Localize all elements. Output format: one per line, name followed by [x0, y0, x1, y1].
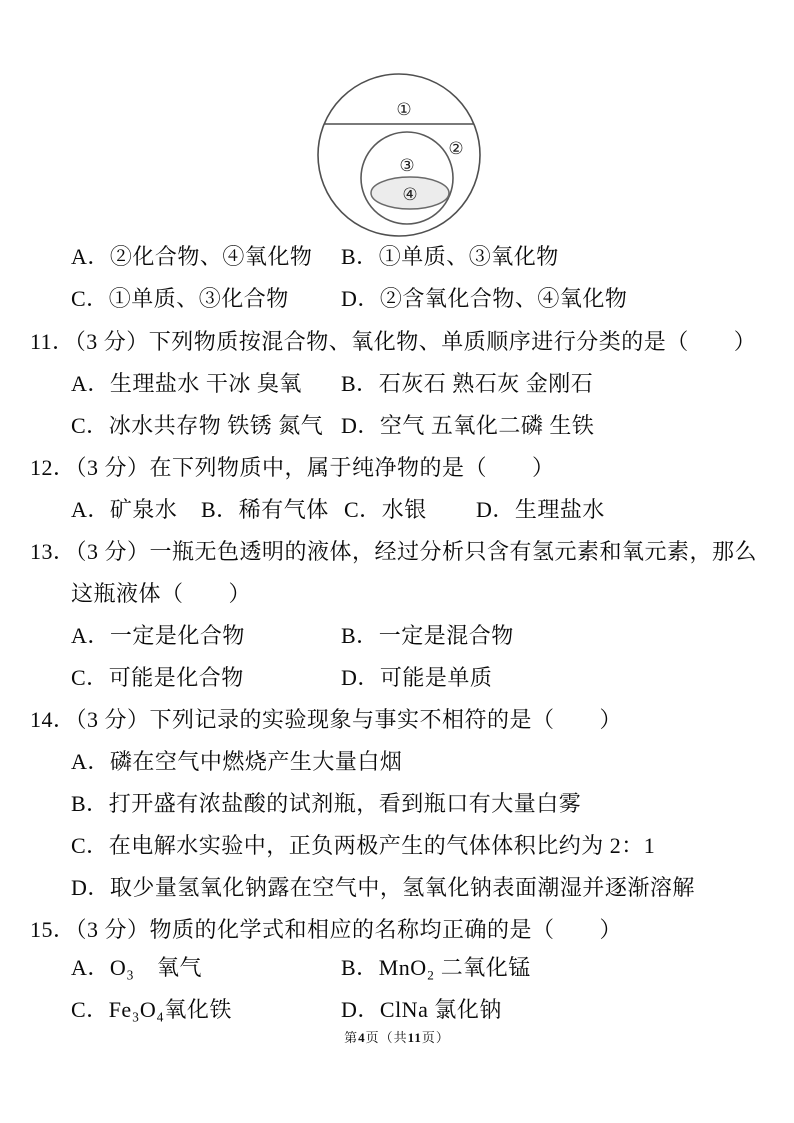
- option-text: 可能是单质: [379, 665, 493, 690]
- q15-option-a: [71, 954, 202, 982]
- option-letter: C．: [71, 665, 109, 690]
- q10-option-b: [341, 243, 559, 271]
- footer-suffix: 页）: [421, 1030, 450, 1045]
- question-text: 在下列物质中，属于纯净物的是（ ）: [149, 455, 555, 480]
- q11-option-b: [341, 370, 593, 398]
- option-letter: B．: [341, 955, 379, 980]
- option-letter: D．: [341, 286, 380, 311]
- q13-option-b: [341, 622, 514, 650]
- question-points: （3 分）: [75, 539, 150, 564]
- option-letter: A．: [71, 955, 110, 980]
- option-text: 矿泉水: [109, 497, 178, 522]
- option-letter: D．: [341, 413, 380, 438]
- option-text: 取少量氢氧化钠露在空气中，氢氧化钠表面潮湿并逐渐溶解: [109, 875, 695, 900]
- option-text: ①单质、③氧化物: [378, 244, 559, 269]
- classification-venn-diagram: [314, 70, 486, 242]
- question-number: 14．: [30, 707, 76, 732]
- option-text: ①单质、③化合物: [108, 286, 289, 311]
- q10-option-d: [341, 285, 627, 313]
- footer-middle: 页（共: [365, 1030, 408, 1045]
- q10-option-c: [71, 285, 289, 313]
- option-letter: A．: [71, 371, 110, 396]
- question-number: 15．: [30, 917, 76, 942]
- option-text: O₃ 氧气: [109, 955, 202, 980]
- q15-stem: [30, 916, 622, 944]
- option-letter: D．: [341, 665, 380, 690]
- question-number: 11．: [30, 329, 75, 354]
- option-letter: D．: [341, 997, 380, 1022]
- question-text: 下列物质按混合物、氧化物、单质顺序进行分类的是（ ）: [148, 329, 757, 354]
- region-label-1: ①: [396, 100, 412, 120]
- option-text: 石灰石 熟石灰 金刚石: [378, 371, 594, 396]
- option-letter: C．: [71, 286, 109, 311]
- q13-stem-line1: [30, 538, 757, 566]
- question-text: 下列记录的实验现象与事实不相符的是（ ）: [149, 707, 623, 732]
- option-text: 生理盐水: [514, 497, 605, 522]
- option-text: MnO₂ 二氧化锰: [378, 955, 531, 980]
- q14-option-d: [71, 874, 695, 902]
- option-text: ②含氧化合物、④氧化物: [379, 286, 628, 311]
- region-label-2: ②: [448, 139, 464, 159]
- option-text: 磷在空气中燃烧产生大量白烟: [109, 749, 403, 774]
- q12-option-d: [476, 496, 605, 524]
- option-letter: A．: [71, 749, 110, 774]
- q14-stem: [30, 706, 622, 734]
- q12-option-c: [344, 496, 427, 524]
- option-letter: D．: [476, 497, 515, 522]
- q14-option-c: [71, 832, 655, 860]
- question-points: （3 分）: [75, 917, 150, 942]
- option-letter: A．: [71, 623, 110, 648]
- q12-option-a: [71, 496, 177, 524]
- question-text: 物质的化学式和相应的名称均正确的是（ ）: [149, 917, 623, 942]
- q12-stem: [30, 454, 555, 482]
- option-letter: C．: [71, 833, 109, 858]
- option-text: Fe₃O₄氧化铁: [108, 997, 232, 1022]
- region-label-3: ③: [399, 156, 415, 176]
- page-footer: [0, 1027, 794, 1046]
- option-letter: D．: [71, 875, 110, 900]
- question-points: （3 分）: [74, 329, 149, 354]
- question-number: 12．: [30, 455, 76, 480]
- option-text: ClNa 氯化钠: [379, 997, 502, 1022]
- question-text: 一瓶无色透明的液体，经过分析只含有氢元素和氧元素，那么: [149, 539, 758, 564]
- q15-option-c: [71, 996, 232, 1024]
- option-letter: C．: [71, 413, 109, 438]
- q11-option-c: [71, 412, 323, 440]
- question-number: 13．: [30, 539, 76, 564]
- option-text: 在电解水实验中，正负两极产生的气体体积比约为 2：1: [108, 833, 656, 858]
- option-letter: B．: [71, 791, 109, 816]
- option-letter: B．: [341, 371, 379, 396]
- q11-option-d: [341, 412, 594, 440]
- option-letter: A．: [71, 497, 110, 522]
- option-letter: C．: [344, 497, 382, 522]
- option-text: 生理盐水 干冰 臭氧: [109, 371, 302, 396]
- option-letter: A．: [71, 244, 110, 269]
- footer-page-number: 4: [358, 1030, 366, 1045]
- footer-prefix: 第: [344, 1030, 359, 1045]
- option-letter: B．: [201, 497, 239, 522]
- q10-option-a: [71, 243, 312, 271]
- option-text: 打开盛有浓盐酸的试剂瓶，看到瓶口有大量白雾: [108, 791, 582, 816]
- option-letter: B．: [341, 244, 379, 269]
- option-text: 一定是混合物: [378, 623, 514, 648]
- q11-stem: [30, 328, 756, 356]
- option-text: 稀有气体: [238, 497, 329, 522]
- q14-option-a: [71, 748, 402, 776]
- option-letter: B．: [341, 623, 379, 648]
- question-points: （3 分）: [75, 455, 150, 480]
- q11-option-a: [71, 370, 302, 398]
- option-letter: C．: [71, 997, 109, 1022]
- option-text: 一定是化合物: [109, 623, 245, 648]
- q15-option-d: [341, 996, 502, 1024]
- q13-option-d: [341, 664, 492, 692]
- option-text: 空气 五氧化二磷 生铁: [379, 413, 595, 438]
- q13-option-c: [71, 664, 244, 692]
- option-text: ②化合物、④氧化物: [109, 244, 313, 269]
- q13-option-a: [71, 622, 245, 650]
- footer-total-pages: 11: [407, 1030, 422, 1045]
- q14-option-b: [71, 790, 581, 818]
- q12-option-b: [201, 496, 329, 524]
- question-points: （3 分）: [75, 707, 150, 732]
- option-text: 冰水共存物 铁锈 氮气: [108, 413, 324, 438]
- option-text: 水银: [381, 497, 427, 522]
- question-text: 这瓶液体（ ）: [71, 581, 252, 606]
- option-text: 可能是化合物: [108, 665, 244, 690]
- region-label-4: ④: [402, 185, 418, 205]
- q15-option-b: [341, 954, 531, 982]
- q13-stem-line2: [71, 580, 251, 608]
